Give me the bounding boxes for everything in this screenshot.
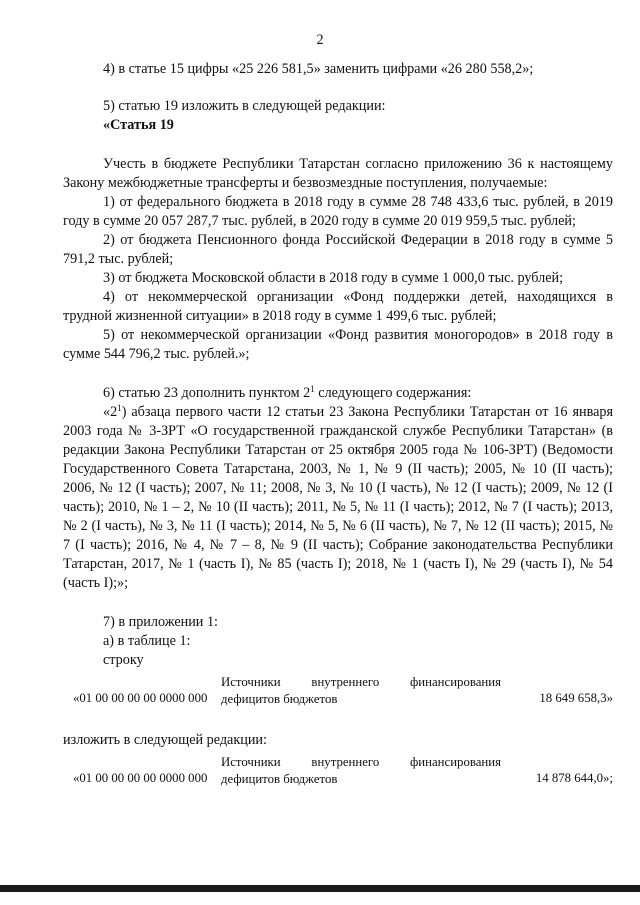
transfer-item-4: 4) от некоммерческой организации «Фонд поддержки детей, находящихся в трудной жизненной ситуации» в 2018 году в сумме 1 499,6 тыс. рублей; — [63, 289, 613, 324]
transfer-item-5: 5) от некоммерческой организации «Фонд развития моногородов» в 2018 году в сумме 544 796,2 тыс. рублей.»; — [63, 327, 613, 362]
old-table-row — [63, 674, 613, 714]
document-body — [63, 60, 613, 794]
row-name — [221, 754, 501, 788]
amendment-item-5: 5) статью 19 изложить в следующей редакции: — [103, 98, 386, 114]
row-amount: 18 649 658,3» — [539, 691, 613, 705]
row-name-word: внутреннего — [311, 755, 380, 769]
inserted-clause-open: «2 — [103, 404, 118, 420]
page-number: 2 — [316, 32, 324, 48]
amendment-item-6 — [63, 384, 613, 403]
article-heading: «Статья 19 — [103, 117, 174, 133]
row-amount: 14 878 644,0»; — [535, 771, 613, 785]
row-name-word: финансирования — [410, 675, 501, 689]
transfer-item-3: 3) от бюджета Московской области в 2018 году в сумме 1 000,0 тыс. рублей; — [103, 270, 564, 286]
amendment-item-6-text: 6) статью 23 дополнить пунктом 2 — [103, 385, 311, 401]
amendment-item-6-suffix: следующего содержания: — [314, 385, 472, 401]
row-name-word: Источники — [221, 755, 281, 769]
row-name-word: финансирования — [410, 755, 501, 769]
amendment-item-7a: а) в таблице 1: — [103, 633, 191, 649]
transfer-item-2: 2) от бюджета Пенсионного фонда Российской Федерации в 2018 году в сумме 5 791,2 тыс. рублей; — [63, 232, 613, 267]
inserted-clause-body: ) абзаца первого части 12 статьи 23 Закона Республики Татарстан от 16 января 2003 года № 3-ЗРТ «О государственной гражданской службе Республики Татарстан» (в редакции Закона Республики Татарстан от 25 октября 2005 года № 106-ЗРТ) (Ведомости Государственного Совета Татарстана, 2003, № 1, № 9 (II часть); 2005, № 10 (II часть); 2006, № 12 (I часть); 2007, № 11; 2008, № 3, № 10 (I часть), № 12 (I часть); 2009, № 12 (I часть); 2010, № 1 – 2, № 10 (II часть); 2011, № 5, № 11 (I часть); 2012, № 7 (I часть); 2013, № 2 (I часть), № 3, № 11 (I часть); 2014, № 5, № 6 (II часть), № 7, № 12 (II часть); 2015, № 7 (I часть); 2016, № 4, № 7 – 8, № 9 (II часть); Собрание законодательства Республики Татарстан, 2017, № 1 (часть I), № 85 (часть I); 2018, № 1 (часть I), № 29 (часть I), № 54 (часть I);»; — [63, 404, 613, 591]
budget-code: «01 00 00 00 00 0000 000 — [73, 691, 208, 705]
inserted-clause — [63, 403, 613, 593]
row-name — [221, 674, 501, 708]
row-name-line2: дефицитов бюджетов — [221, 772, 338, 786]
superscript: 1 — [117, 403, 122, 413]
row-name-line2: дефицитов бюджетов — [221, 692, 338, 706]
row-name-word: внутреннего — [311, 675, 380, 689]
superscript: 1 — [310, 384, 315, 394]
scan-bottom-edge — [0, 885, 640, 892]
amendment-item-4: 4) в статье 15 цифры «25 226 581,5» заменить цифрами «26 280 558,2»; — [103, 61, 534, 77]
row-label: строку — [103, 652, 144, 668]
article-intro: Учесть в бюджете Республики Татарстан согласно приложению 36 к настоящему Закону межбюджетные трансферты и безвозмездные поступления, получаемые: — [63, 156, 613, 191]
amendment-item-7: 7) в приложении 1: — [103, 614, 218, 630]
new-table-row — [63, 754, 613, 794]
budget-code: «01 00 00 00 00 0000 000 — [73, 771, 208, 785]
row-name-word: Источники — [221, 675, 281, 689]
transfer-item-1: 1) от федерального бюджета в 2018 году в сумме 28 748 433,6 тыс. рублей, в 2019 году в сумме 20 057 287,7 тыс. рублей, в 2020 году в сумме 20 019 959,5 тыс. рублей; — [63, 194, 613, 229]
replacement-instruction: изложить в следующей редакции: — [63, 732, 267, 748]
